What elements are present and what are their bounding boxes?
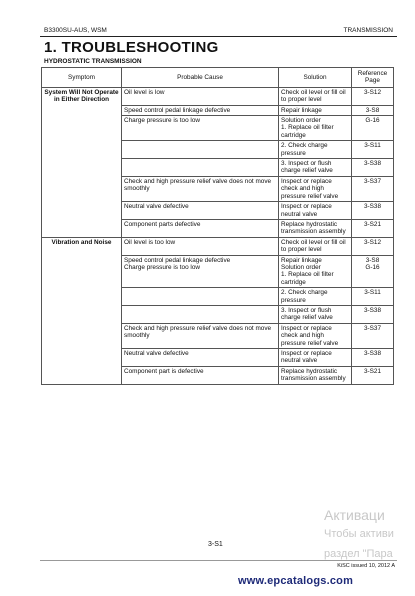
cause-cell xyxy=(122,141,279,159)
header-probable-cause: Probable Cause xyxy=(122,68,279,88)
solution-cell: Solution order 1. Replace oil filter cartridge xyxy=(279,116,352,141)
solution-cell: Repair linkage Solution order 1. Replace oil filter cartridge xyxy=(279,255,352,288)
page-number: 3-S1 xyxy=(208,541,223,548)
solution-cell: Repair linkage xyxy=(279,105,352,115)
solution-cell: Replace hydrostatic transmission assembly xyxy=(279,366,352,384)
table-body xyxy=(42,87,394,384)
reference-cell: 3-S37 xyxy=(352,176,394,201)
header-divider xyxy=(40,36,397,37)
solution-cell: Inspect or replace neutral valve xyxy=(279,349,352,367)
reference-cell: 3-S12 xyxy=(352,87,394,105)
activation-watermark-line: раздел "Пара xyxy=(324,548,393,560)
cause-cell: Neutral valve defective xyxy=(122,349,279,367)
solution-cell: Replace hydrostatic transmission assembly xyxy=(279,219,352,237)
solution-cell: Check oil level or fill oil to proper level xyxy=(279,87,352,105)
reference-cell: 3-S38 xyxy=(352,349,394,367)
reference-cell: 3-S38 xyxy=(352,202,394,220)
table-row xyxy=(42,87,394,105)
solution-cell: Inspect or replace neutral valve xyxy=(279,202,352,220)
header-solution: Solution xyxy=(279,68,352,88)
symptom-cell: System Will Not Operate in Either Direction xyxy=(42,87,122,237)
header-symptom: Symptom xyxy=(42,68,122,88)
solution-cell: 3. Inspect or flush charge relief valve xyxy=(279,159,352,177)
cause-cell xyxy=(122,305,279,323)
page-title: 1. TROUBLESHOOTING xyxy=(44,39,219,56)
document-code: B3300SU-AUS, WSM xyxy=(44,27,107,34)
activation-watermark-line: Активаци xyxy=(324,507,385,523)
reference-cell: 3-S21 xyxy=(352,219,394,237)
cause-cell: Speed control pedal linkage defective xyxy=(122,105,279,115)
cause-cell: Neutral valve defective xyxy=(122,202,279,220)
reference-cell: 3-S38 xyxy=(352,305,394,323)
footer-divider xyxy=(40,560,397,561)
reference-cell: 3-S11 xyxy=(352,141,394,159)
symptom-cell: Vibration and Noise xyxy=(42,237,122,384)
solution-cell: 3. Inspect or flush charge relief valve xyxy=(279,305,352,323)
reference-cell: 3-S38 xyxy=(352,159,394,177)
section-subtitle: HYDROSTATIC TRANSMISSION xyxy=(44,58,142,65)
issue-note: KiSC issued 10, 2012 A xyxy=(337,563,395,569)
cause-cell: Check and high pressure relief valve does not move smoothly xyxy=(122,176,279,201)
reference-cell: 3-S8 xyxy=(352,105,394,115)
cause-cell: Speed control pedal linkage defective Charge pressure is too low xyxy=(122,255,279,288)
cause-cell xyxy=(122,159,279,177)
reference-cell: 3-S12 xyxy=(352,237,394,255)
troubleshooting-table xyxy=(41,67,394,385)
section-name: TRANSMISSION xyxy=(343,27,393,34)
solution-cell: Inspect or replace check and high pressure relief valve xyxy=(279,176,352,201)
table-row xyxy=(42,237,394,255)
reference-cell: 3-S37 xyxy=(352,323,394,348)
reference-cell: 3-S21 xyxy=(352,366,394,384)
reference-cell: 3-S8 G-16 xyxy=(352,255,394,288)
cause-cell: Check and high pressure relief valve does not move smoothly xyxy=(122,323,279,348)
cause-cell: Component part is defective xyxy=(122,366,279,384)
cause-cell xyxy=(122,288,279,306)
reference-cell: G-16 xyxy=(352,116,394,141)
activation-watermark-line: Чтобы активи xyxy=(324,528,394,540)
solution-cell: 2. Check charge pressure xyxy=(279,288,352,306)
site-watermark: www.epcatalogs.com xyxy=(238,575,354,587)
table-header-row xyxy=(42,68,394,88)
cause-cell: Charge pressure is too low xyxy=(122,116,279,141)
solution-cell: Inspect or replace check and high pressure relief valve xyxy=(279,323,352,348)
solution-cell: 2. Check charge pressure xyxy=(279,141,352,159)
solution-cell: Check oil level or fill oil to proper level xyxy=(279,237,352,255)
cause-cell: Oil level is low xyxy=(122,87,279,105)
reference-cell: 3-S11 xyxy=(352,288,394,306)
header-reference-page: Reference Page xyxy=(352,68,394,88)
cause-cell: Oil level is too low xyxy=(122,237,279,255)
cause-cell: Component parts defective xyxy=(122,219,279,237)
